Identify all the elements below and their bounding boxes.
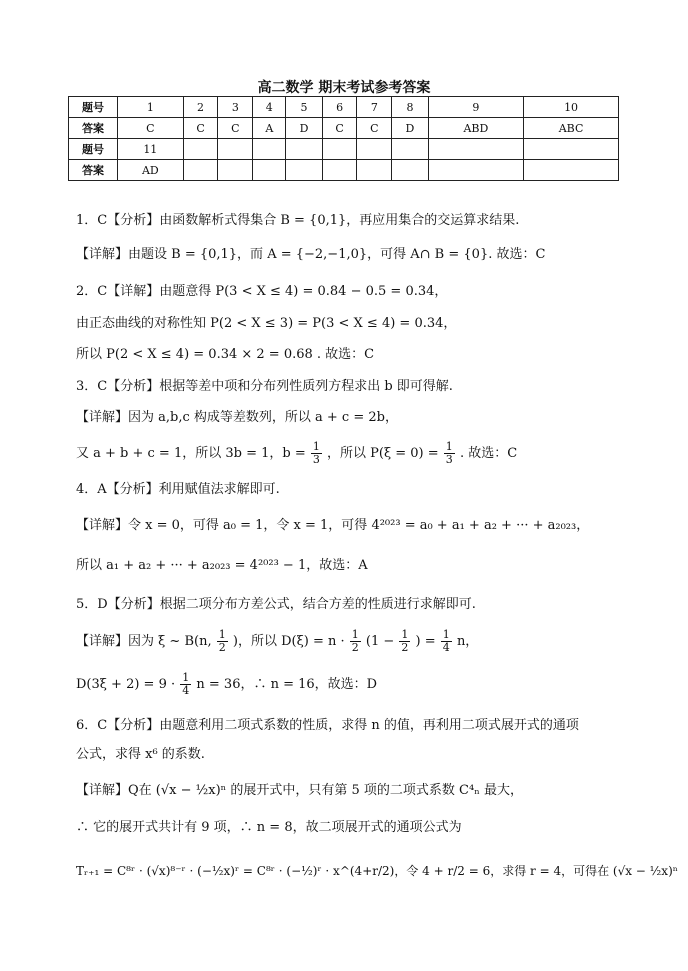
- text-line: 【详解】Q在 (√x − ½x)ⁿ 的展开式中，只有第 5 项的二项式系数 C⁴ₙ 最大，: [76, 783, 523, 798]
- text-segment: ，所以 P(ξ = 0) =: [327, 446, 439, 461]
- table-cell: [286, 160, 322, 181]
- table-cell: 2: [183, 97, 218, 118]
- table-cell: ABD: [428, 118, 524, 139]
- text-line: [76, 441, 517, 466]
- fraction: [350, 629, 361, 654]
- table-cell: [286, 139, 322, 160]
- table-cell: [524, 139, 619, 160]
- table-cell: [392, 160, 428, 181]
- table-cell: C: [322, 118, 357, 139]
- table-cell: 1: [118, 97, 184, 118]
- denominator: 3: [312, 453, 320, 466]
- text-line: 3．C【分析】根据等差中项和分布列性质列方程求出 b 即可得解.: [76, 379, 453, 394]
- text-segment: ) =: [415, 634, 436, 649]
- table-cell: [392, 139, 428, 160]
- table-cell: 9: [428, 97, 524, 118]
- row-header: 题号: [69, 97, 118, 118]
- text-line: 6．C【分析】由题意利用二项式系数的性质，求得 n 的值，再利用二项式展开式的通项: [76, 718, 579, 733]
- table-cell: AD: [118, 160, 184, 181]
- table-cell: [218, 139, 253, 160]
- text-line: 1．C【分析】由函数解析式得集合 B = {0,1}，再应用集合的交运算求结果.: [76, 213, 520, 228]
- denominator: 2: [351, 641, 359, 654]
- table-cell: [183, 160, 218, 181]
- table-cell: 6: [322, 97, 357, 118]
- numerator: 1: [182, 671, 190, 684]
- row-header: 答案: [69, 160, 118, 181]
- table-cell: [183, 139, 218, 160]
- denominator: 2: [401, 641, 409, 654]
- text-line: Tᵣ₊₁ = C⁸ʳ · (√x)⁸⁻ʳ · (−½x)ʳ = C⁸ʳ · (−½)ʳ · x^(4+r/2)，令 4 + r/2 = 6，求得 r = 4，可得在 (√x − ½x)ⁿ: [76, 864, 678, 878]
- table-cell: [524, 160, 619, 181]
- table-cell: 4: [253, 97, 286, 118]
- answer-table: [68, 96, 619, 181]
- numerator: 1: [445, 440, 453, 453]
- fraction: [180, 672, 191, 697]
- text-segment: (1 −: [365, 634, 395, 649]
- table-cell: [357, 139, 392, 160]
- text-segment: n，: [456, 634, 479, 649]
- text-segment: . 故选：C: [459, 446, 518, 461]
- numerator: 1: [442, 628, 450, 641]
- table-cell: 8: [392, 97, 428, 118]
- fraction: [441, 629, 452, 654]
- table-cell: 3: [218, 97, 253, 118]
- text-line: 5．D【分析】根据二项分布方差公式，结合方差的性质进行求解即可.: [76, 597, 476, 612]
- text-segment: 又 a + b + c = 1，所以 3b = 1，b =: [76, 446, 306, 461]
- text-line: 【详解】因为 a,b,c 构成等差数列，所以 a + c = 2b，: [76, 410, 398, 425]
- text-line: 所以 a₁ + a₂ + ··· + a₂₀₂₃ = 4²⁰²³ − 1，故选：A: [76, 558, 368, 573]
- table-cell: [253, 139, 286, 160]
- text-line: 2．C【详解】由题意得 P(3 < X ≤ 4) = 0.84 − 0.5 = 0.34，: [76, 284, 448, 299]
- table-cell: C: [118, 118, 184, 139]
- fraction: [217, 629, 228, 654]
- text-line: 【详解】令 x = 0，可得 a₀ = 1，令 x = 1，可得 4²⁰²³ = a₀ + a₁ + a₂ + ··· + a₂₀₂₃，: [76, 518, 590, 533]
- table-cell: D: [392, 118, 428, 139]
- denominator: 4: [182, 684, 190, 697]
- text-line: 公式，求得 x⁶ 的系数.: [76, 747, 205, 762]
- table-cell: ABC: [524, 118, 619, 139]
- table-cell: 10: [524, 97, 619, 118]
- numerator: 1: [401, 628, 409, 641]
- text-line: ∴ 它的展开式共计有 9 项，∴ n = 8，故二项展开式的通项公式为: [76, 820, 462, 835]
- table-cell: 11: [118, 139, 184, 160]
- denominator: 2: [218, 641, 226, 654]
- denominator: 3: [445, 453, 453, 466]
- text-line: 【详解】由题设 B = {0,1}，而 A = {−2,−1,0}，可得 A∩ B = {0}. 故选：C: [76, 247, 546, 262]
- text-line: 4．A【分析】利用赋值法求解即可.: [76, 482, 280, 497]
- fraction: [399, 629, 410, 654]
- table-cell: [428, 160, 524, 181]
- table-row: [69, 160, 619, 181]
- table-cell: [428, 139, 524, 160]
- text-line: 由正态曲线的对称性知 P(2 < X ≤ 3) = P(3 < X ≤ 4) = 0.34，: [76, 316, 457, 331]
- text-line: [76, 672, 377, 697]
- table-cell: [253, 160, 286, 181]
- text-segment: )，所以 D(ξ) = n ·: [232, 634, 345, 649]
- row-header: 答案: [69, 118, 118, 139]
- numerator: 1: [312, 440, 320, 453]
- fraction: [444, 441, 455, 466]
- table-cell: D: [286, 118, 322, 139]
- table-cell: C: [218, 118, 253, 139]
- table-cell: 5: [286, 97, 322, 118]
- numerator: 1: [218, 628, 226, 641]
- page-title: 高二数学 期末考试参考答案: [257, 80, 431, 96]
- table-cell: [357, 160, 392, 181]
- table-cell: [322, 160, 357, 181]
- text-segment: n = 36，∴ n = 16，故选：D: [196, 677, 378, 692]
- table-cell: C: [183, 118, 218, 139]
- table-cell: [218, 160, 253, 181]
- text-segment: 【详解】因为 ξ ~ B(n,: [76, 634, 212, 649]
- table-row: [69, 97, 619, 118]
- text-line: 所以 P(2 < X ≤ 4) = 0.34 × 2 = 0.68 . 故选：C: [76, 347, 375, 362]
- fraction: [311, 441, 322, 466]
- denominator: 4: [442, 641, 450, 654]
- text-segment: D(3ξ + 2) = 9 ·: [76, 677, 176, 692]
- table-row: [69, 139, 619, 160]
- text-line: [76, 629, 478, 654]
- table-cell: C: [357, 118, 392, 139]
- table-row: [69, 118, 619, 139]
- numerator: 1: [351, 628, 359, 641]
- row-header: 题号: [69, 139, 118, 160]
- table-cell: A: [253, 118, 286, 139]
- table-cell: [322, 139, 357, 160]
- table-cell: 7: [357, 97, 392, 118]
